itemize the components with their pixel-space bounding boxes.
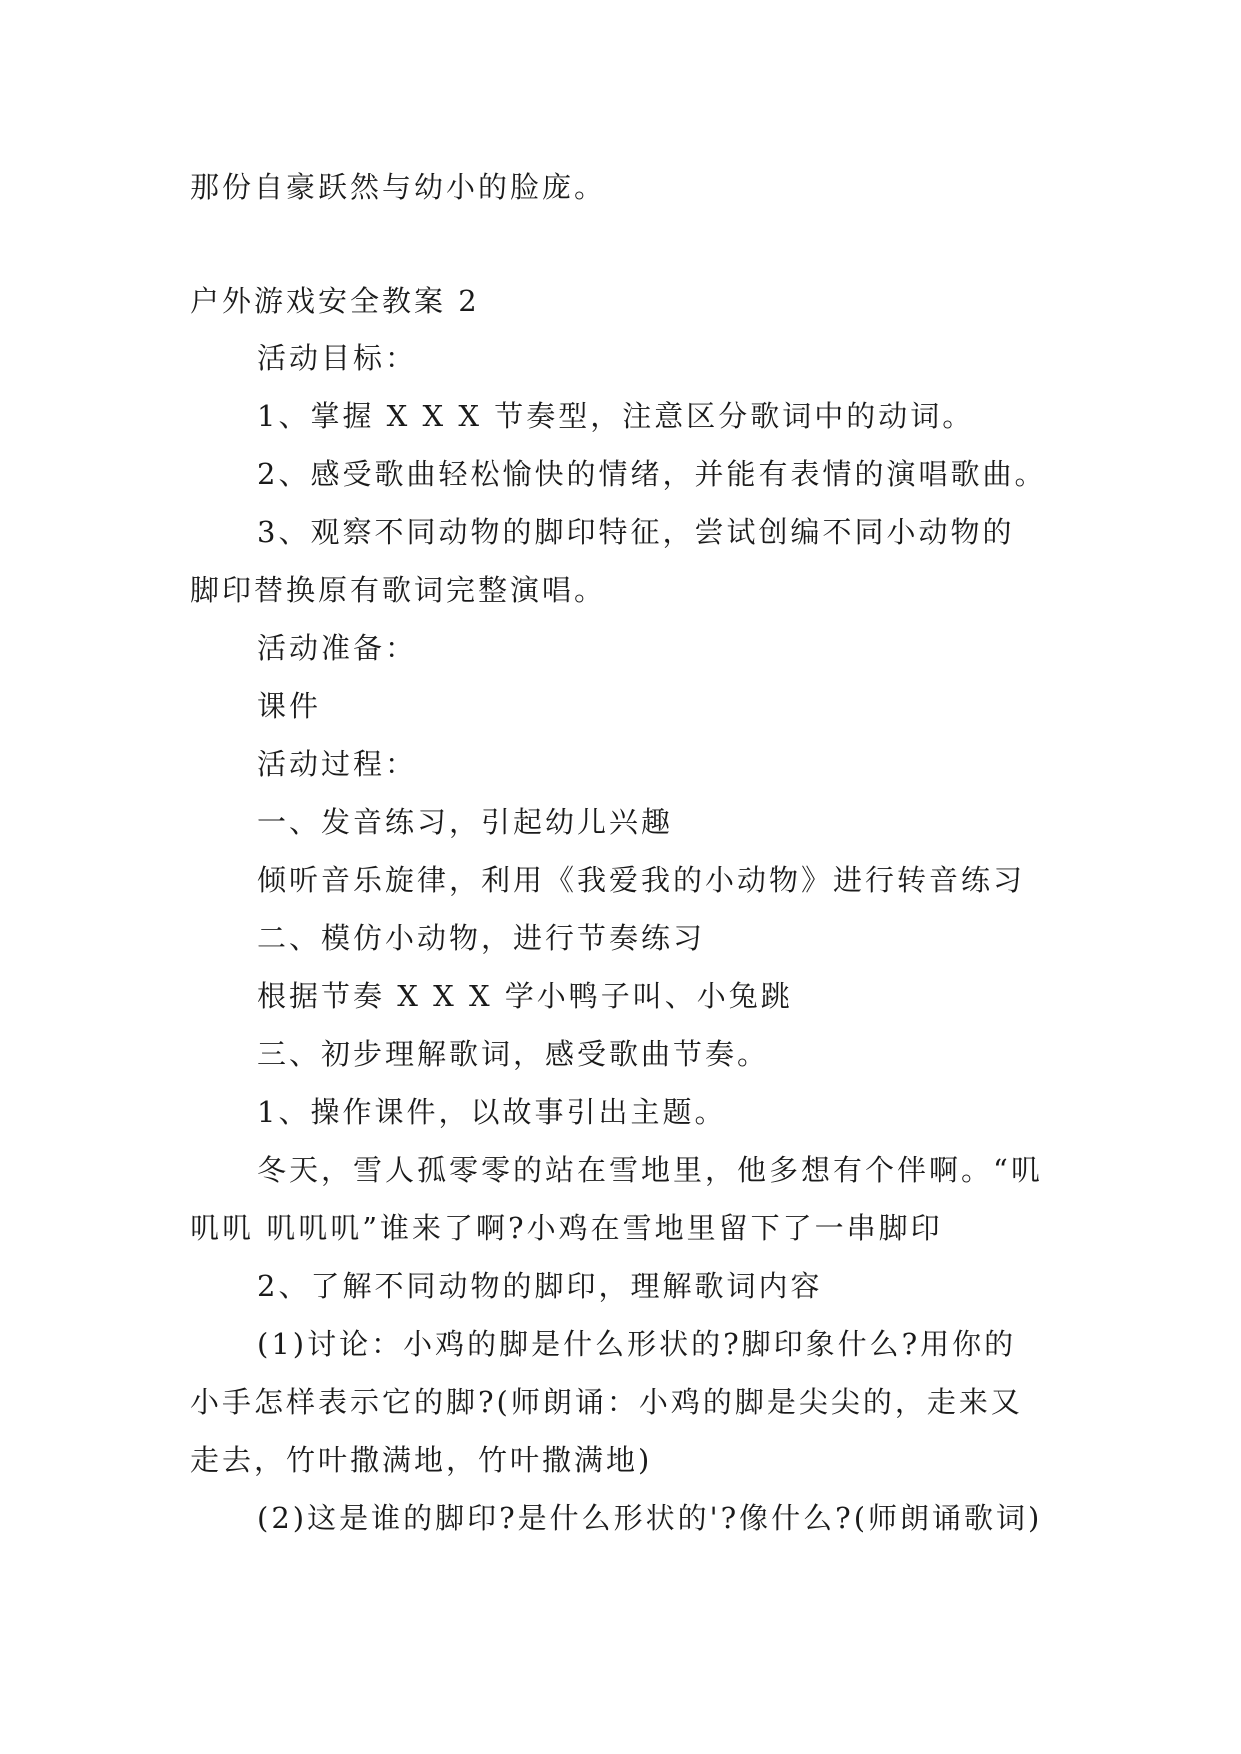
discussion-item-2: (2)这是谁的脚印?是什么形状的'?像什么?(师朗诵歌词) (257, 1501, 1043, 1535)
goal-item-2: 2、感受歌曲轻松愉快的情绪，并能有表情的演唱歌曲。 (257, 457, 1047, 491)
discussion-item-1-end: 走去，竹叶撒满地，竹叶撒满地) (190, 1443, 653, 1477)
section-title: 户外游戏安全教案 2 (190, 284, 480, 318)
story-paragraph-continued: 叽叽 叽叽叽”谁来了啊?小鸡在雪地里留下了一串脚印 (190, 1211, 943, 1245)
story-paragraph: 冬天，雪人孤零零的站在雪地里，他多想有个伴啊。“叽 (257, 1153, 1043, 1187)
process-step-3-item-2: 2、了解不同动物的脚印，理解歌词内容 (257, 1269, 823, 1303)
discussion-item-1-continued: 小手怎样表示它的脚?(师朗诵：小鸡的脚是尖尖的，走来又 (190, 1385, 1023, 1419)
process-step-2: 二、模仿小动物，进行节奏练习 (257, 921, 706, 955)
goal-item-3-continued: 脚印替换原有歌词完整演唱。 (190, 573, 607, 607)
goal-item-3: 3、观察不同动物的脚印特征，尝试创编不同小动物的 (257, 515, 1015, 549)
paragraph-line: 那份自豪跃然与幼小的脸庞。 (190, 170, 607, 204)
process-step-3: 三、初步理解歌词，感受歌曲节奏。 (257, 1037, 770, 1071)
heading-activity-process: 活动过程： (257, 747, 418, 781)
process-step-2-detail: 根据节奏 X X X 学小鸭子叫、小兔跳 (257, 979, 793, 1013)
goal-item-1: 1、掌握 X X X 节奏型，注意区分歌词中的动词。 (257, 399, 975, 433)
prep-item: 课件 (257, 689, 322, 723)
process-step-1: 一、发音练习，引起幼儿兴趣 (257, 805, 674, 839)
process-step-1-detail: 倾听音乐旋律，利用《我爱我的小动物》进行转音练习 (257, 863, 1026, 897)
discussion-item-1: (1)讨论：小鸡的脚是什么形状的?脚印象什么?用你的 (257, 1327, 1017, 1361)
heading-activity-goals: 活动目标： (257, 341, 418, 375)
process-step-3-item-1: 1、操作课件，以故事引出主题。 (257, 1095, 727, 1129)
heading-activity-prep: 活动准备： (257, 631, 418, 665)
